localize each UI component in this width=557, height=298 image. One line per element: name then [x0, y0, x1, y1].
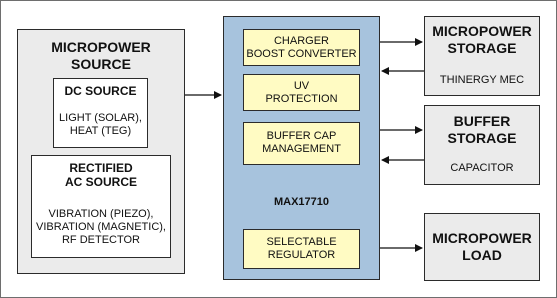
ac-source-detail: VIBRATION (PIEZO), VIBRATION (MAGNETIC), RF DETECTOR: [36, 208, 166, 246]
selectable-regulator-label: SELECTABLE REGULATOR: [266, 236, 337, 261]
buffer-cap-label: BUFFER CAP MANAGEMENT: [262, 130, 341, 155]
connector-arrows: [1, 1, 556, 297]
buffer-storage-detail: CAPACITOR: [450, 162, 514, 174]
micropower-load-title: MICROPOWER LOAD: [432, 230, 532, 263]
uv-protection-label: UV PROTECTION: [265, 80, 338, 105]
micropower-storage-detail: THINERGY MEC: [439, 74, 525, 86]
micropower-storage-title: MICROPOWER STORAGE: [432, 23, 532, 56]
dc-source-detail: LIGHT (SOLAR), HEAT (TEG): [59, 112, 142, 137]
dc-source-title: DC SOURCE: [64, 84, 137, 98]
charger-boost-label: CHARGER BOOST CONVERTER: [246, 35, 357, 60]
ac-source-title: RECTIFIED AC SOURCE: [64, 161, 137, 189]
chip-name: MAX17710: [273, 196, 330, 208]
buffer-storage-title: BUFFER STORAGE: [447, 113, 517, 146]
micropower-source-title: MICROPOWER SOURCE: [51, 39, 151, 72]
